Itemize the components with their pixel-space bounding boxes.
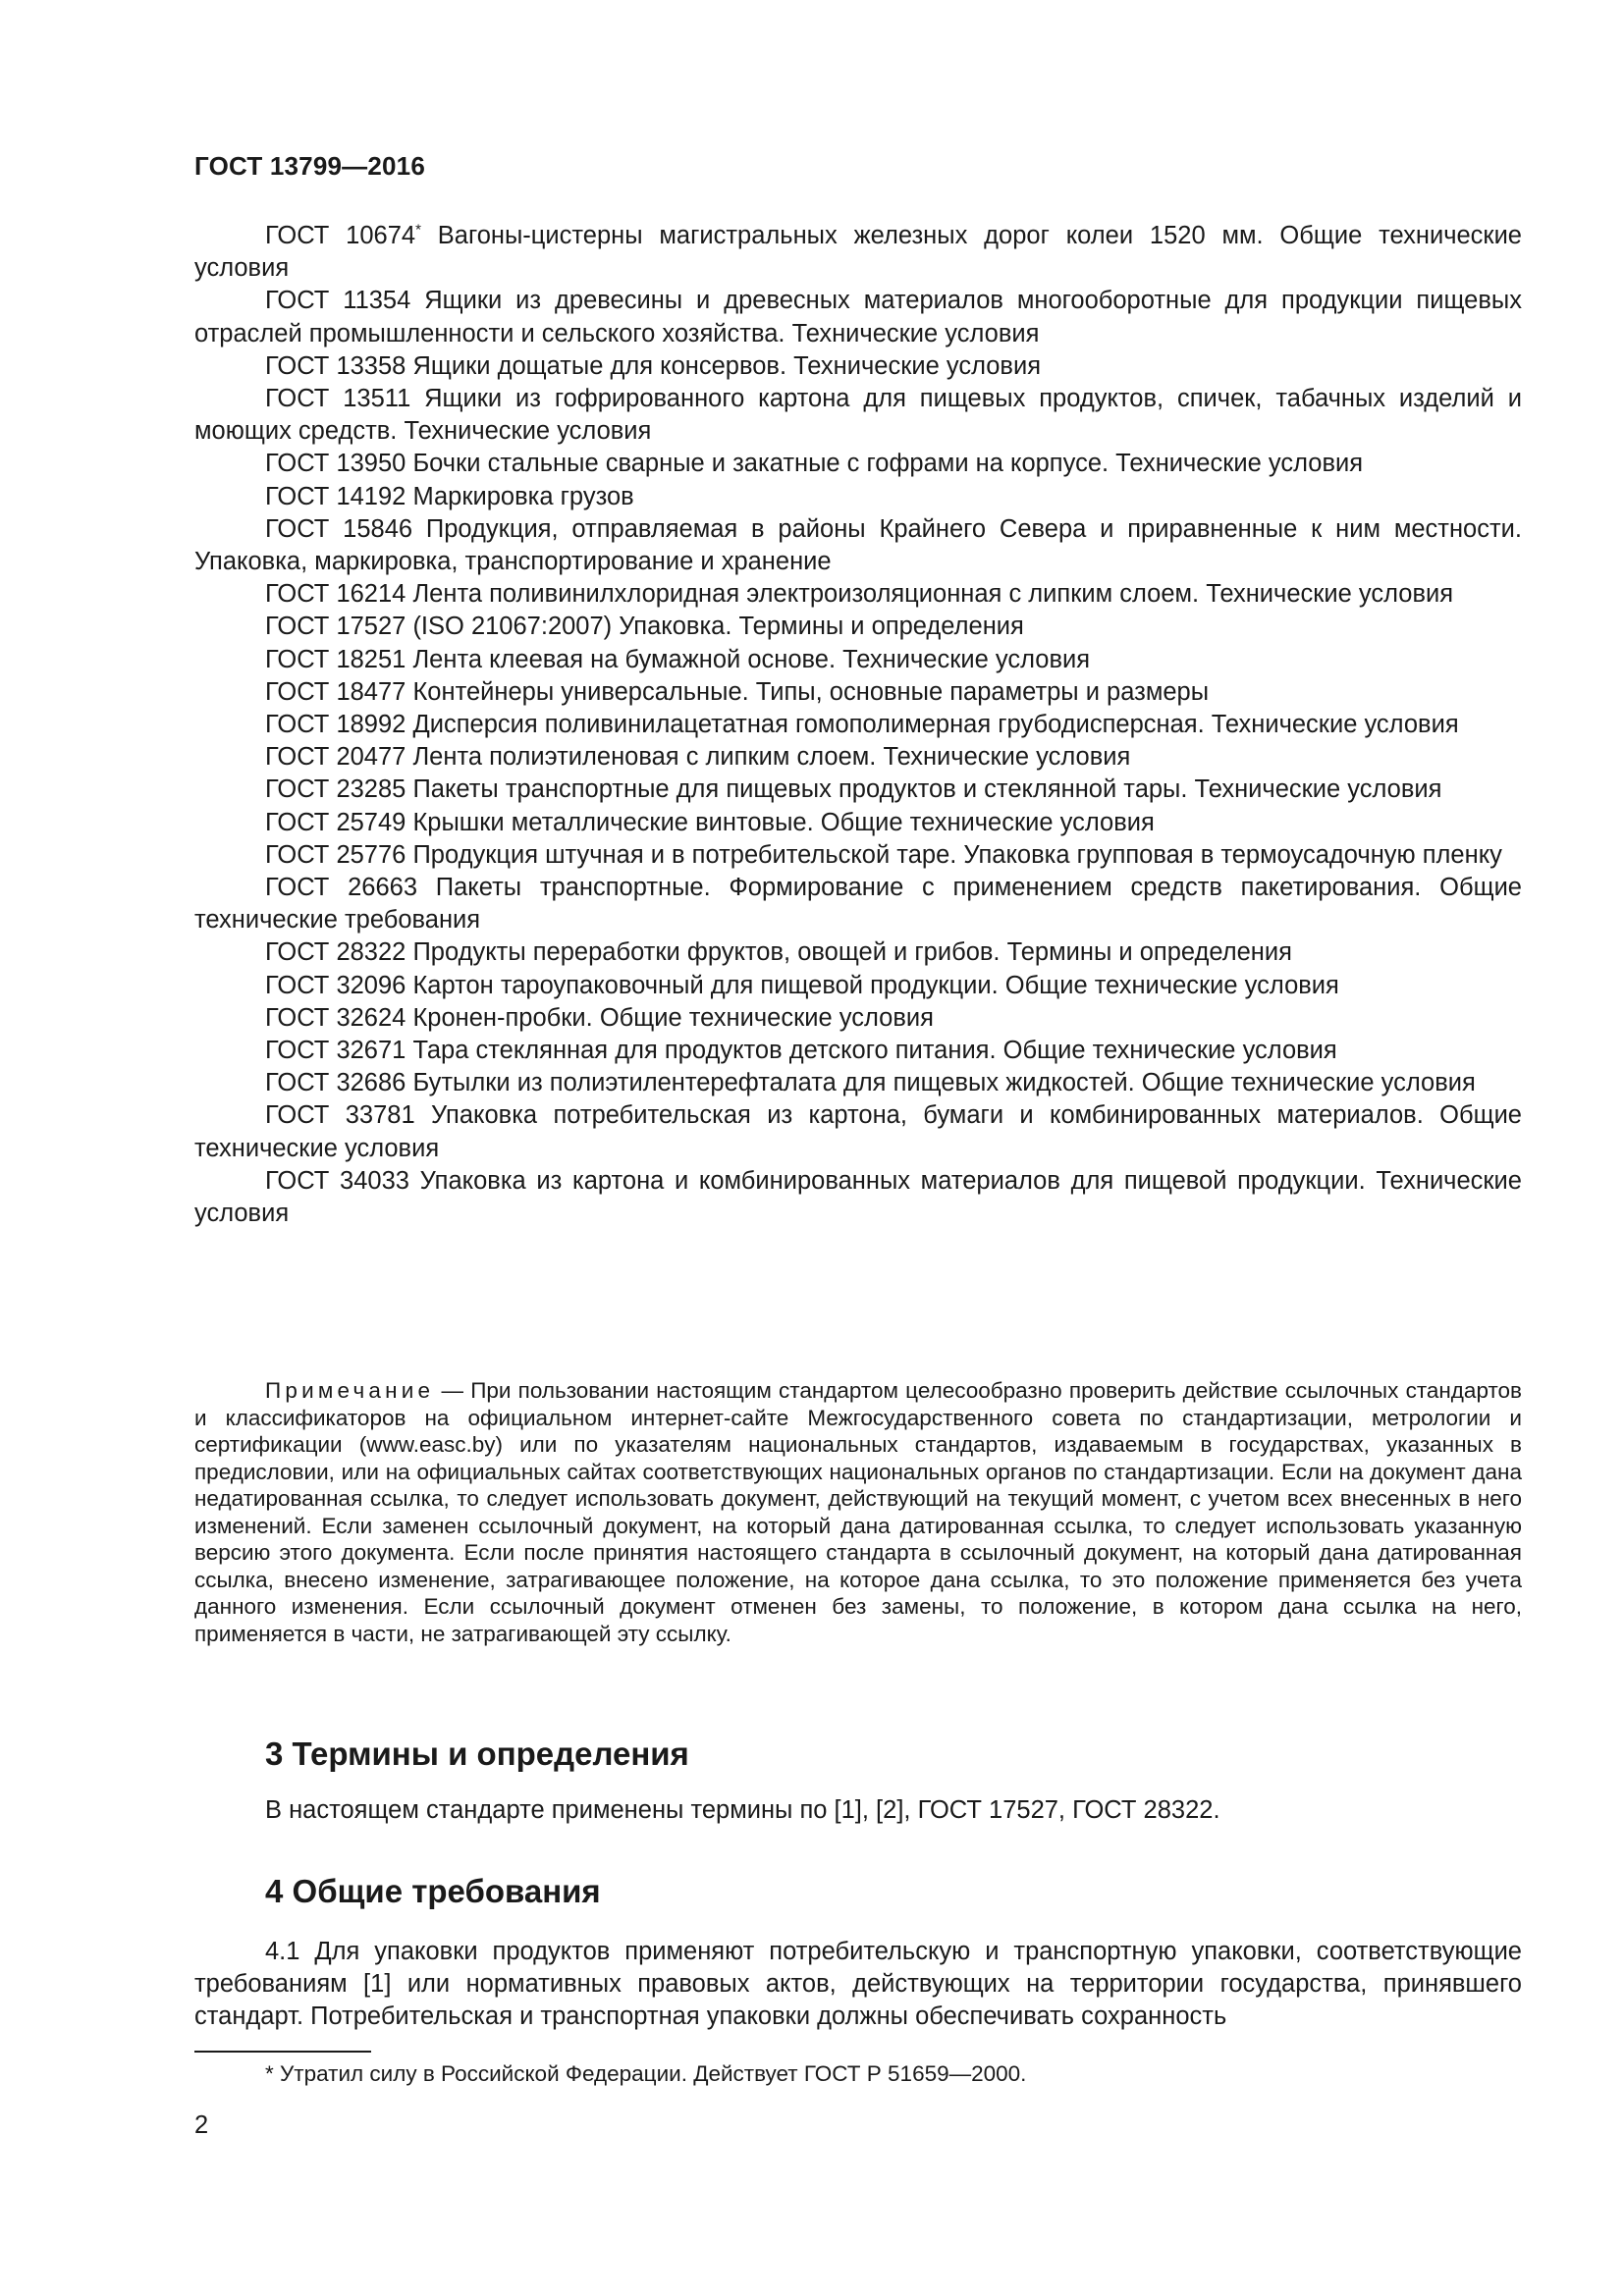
reference-title: Ящики из древесины и древесных материалов многооборотные для продукции пищевых отраслей промышленности и сельского хозяйства. Технические условия [194,287,1522,347]
reference-title: Крышки металлические винтовые. Общие технические условия [406,808,1155,836]
reference-item [194,970,1522,1002]
section-4-paragraph-1: 4.1 Для упаковки продуктов применяют потребительскую и транспортную упаковки, соответствующие требованиям [1] или нормативных правовых актов, действующих на территории государства, принявшего стандарт. Потребительская и транспортная упаковки должны обеспечивать сохранность [194,1938,1522,2031]
reference-title: Бутылки из полиэтилентерефталата для пищевых жидкостей. Общие технические условия [406,1069,1476,1097]
reference-code: ГОСТ 15846 [265,514,413,543]
reference-code: ГОСТ 18251 [265,645,406,673]
reference-code: ГОСТ 34033 [265,1166,409,1195]
reference-code: ГОСТ 10674 [265,222,416,249]
reference-item [194,872,1522,936]
footnote-mark: * [415,221,421,239]
footnote-text: * Утратил силу в Российской Федерации. Действует ГОСТ Р 51659—2000. [265,2061,1027,2086]
reference-item [194,1002,1522,1035]
reference-item [194,1035,1522,1067]
section-3-heading: 3 Термины и определения [265,1735,689,1772]
reference-title: Дисперсия поливинилацетатная гомополимерная грубодисперсная. Технические условия [406,711,1459,739]
reference-title: Пакеты транспортные. Формирование с применением средств пакетирования. Общие технические требования [194,874,1522,934]
reference-item [194,1067,1522,1099]
reference-title: (ISO 21067:2007) Упаковка. Термины и определения [406,613,1024,641]
reference-item [194,709,1522,741]
reference-title: Вагоны-цистерны магистральных железных дорог колеи 1520 мм. Общие технические условия [194,222,1522,283]
reference-item [194,220,1522,285]
reference-item [194,448,1522,480]
section-4-heading: 4 Общие требования [265,1873,601,1909]
page-number: 2 [194,2111,209,2139]
reference-item [194,741,1522,774]
reference-item [194,578,1522,611]
note-text: — При пользовании настоящим стандартом целесообразно проверить действие ссылочных стандартов и классификаторов на официальном интернет-сайте Межгосударственного совета по стандартизации, метрологии и сертификации (www.easc.by) или по указателям национальных стандартов, издаваемым в государствах, указанных в предисловии, или на официальных сайтах соответствующих национальных органов по стандартизации. Если на документ дана недатированная ссылка, то следует использовать документ, действующий на текущий момент, с учетом всех внесенных в него изменений. Если заменен ссылочный документ, на который дана датированная ссылка, то следует использовать указанную версию этого документа. Если после принятия настоящего стандарта в ссылочный документ, на который дана датированная ссылка, внесено изменение, затрагивающее положение, на которое дана ссылка, то это положение применяется без учета данного изменения. Если ссылочный документ отменен без замены, то положение, в котором дана ссылка на него, применяется в части, не затрагивающей эту ссылку. [194,1378,1522,1646]
reference-item [194,839,1522,872]
reference-item [194,481,1522,513]
reference-title: Ящики дощатые для консервов. Технические условия [406,351,1042,380]
reference-title: Картон тароупаковочный для пищевой продукции. Общие технические условия [406,971,1339,999]
reference-code: ГОСТ 23285 [265,775,406,804]
reference-code: ГОСТ 32096 [265,971,406,999]
reference-code: ГОСТ 17527 [265,613,406,641]
reference-code: ГОСТ 32624 [265,1003,406,1032]
note-paragraph [194,1377,1522,1647]
reference-code: ГОСТ 13511 [265,385,411,413]
reference-code: ГОСТ 25776 [265,840,406,869]
reference-item [194,350,1522,383]
reference-code: ГОСТ 25749 [265,808,406,836]
reference-code: ГОСТ 13950 [265,450,406,478]
reference-item [194,1165,1522,1230]
reference-title: Лента поливинилхлоридная электроизоляционная с липким слоем. Технические условия [406,580,1454,609]
reference-item [194,1099,1522,1164]
reference-code: ГОСТ 26663 [265,874,418,902]
reference-title: Ящики из гофрированного картона для пищевых продуктов, спичек, табачных изделий и моющих средств. Технические условия [194,385,1522,446]
normative-references-list [194,220,1522,1230]
note-label: Примечание [265,1378,435,1403]
reference-code: ГОСТ 13358 [265,351,406,380]
reference-code: ГОСТ 20477 [265,743,406,772]
reference-title: Лента клеевая на бумажной основе. Технические условия [406,645,1091,673]
reference-title: Продукция, отправляемая в районы Крайнего Севера и приравненные к ним местности. Упаковка, маркировка, транспортирование и хранение [194,514,1522,576]
reference-item [194,513,1522,578]
reference-title: Упаковка из картона и комбинированных материалов для пищевой продукции. Технические условия [194,1166,1522,1228]
reference-title: Продукция штучная и в потребительской таре. Упаковка групповая в термоусадочную пленку [406,840,1502,869]
reference-title: Бочки стальные сварные и закатные с гофрами на корпусе. Технические условия [406,450,1364,478]
footnote-divider [194,2051,371,2053]
reference-title: Пакеты транспортные для пищевых продуктов и стеклянной тары. Технические условия [406,775,1442,804]
reference-item [194,936,1522,969]
reference-code: ГОСТ 14192 [265,482,406,510]
reference-code: ГОСТ 11354 [265,287,411,315]
reference-item [194,383,1522,448]
reference-item [194,644,1522,676]
section-3-text: В настоящем стандарте применены термины по [1], [2], ГОСТ 17527, ГОСТ 28322. [265,1796,1220,1824]
reference-title: Кронен-пробки. Общие технические условия [406,1003,934,1032]
reference-item [194,285,1522,349]
reference-title: Контейнеры универсальные. Типы, основные параметры и размеры [406,677,1210,706]
reference-code: ГОСТ 33781 [265,1101,415,1130]
reference-code: ГОСТ 32686 [265,1069,406,1097]
reference-title: Упаковка потребительская из картона, бумаги и комбинированных материалов. Общие технические условия [194,1101,1522,1162]
reference-title: Продукты переработки фруктов, овощей и грибов. Термины и определения [406,938,1292,967]
reference-title: Лента полиэтиленовая с липким слоем. Технические условия [406,743,1131,772]
reference-code: ГОСТ 16214 [265,580,406,609]
reference-code: ГОСТ 32671 [265,1037,406,1065]
reference-title: Маркировка грузов [406,482,634,510]
reference-code: ГОСТ 18477 [265,677,406,706]
reference-item [194,807,1522,839]
reference-item [194,774,1522,806]
reference-code: ГОСТ 18992 [265,711,406,739]
reference-code: ГОСТ 28322 [265,938,406,967]
reference-item [194,611,1522,643]
document-id-header: ГОСТ 13799—2016 [194,151,425,181]
reference-title: Тара стеклянная для продуктов детского питания. Общие технические условия [406,1037,1337,1065]
reference-item [194,676,1522,709]
